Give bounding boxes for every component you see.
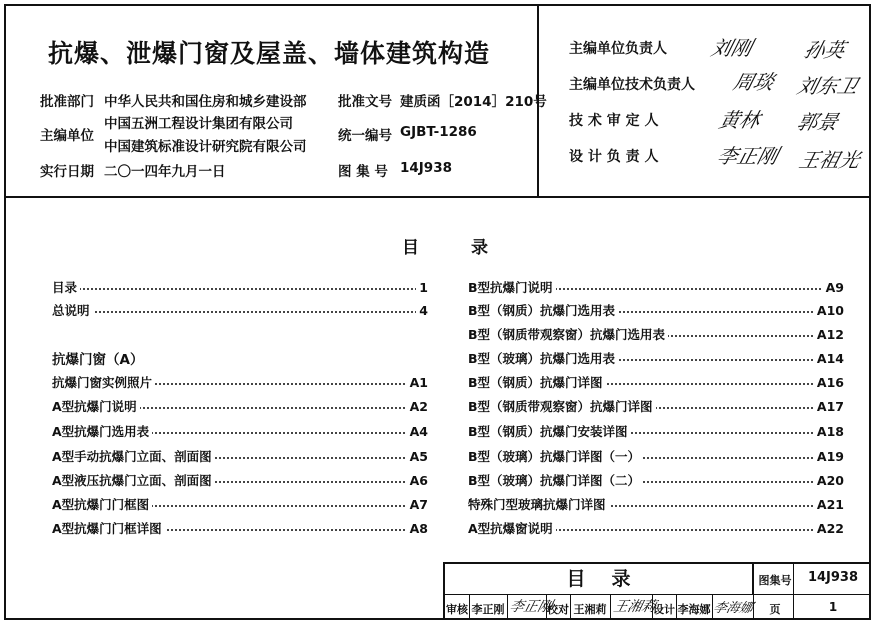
toc-entry[interactable]: 总说明 4 xyxy=(52,300,428,322)
toc-entry[interactable]: A型手动抗爆门立面、剖面图 A5 xyxy=(52,446,428,468)
review-label: 审核 xyxy=(446,603,468,616)
toc-entry[interactable]: B型（钢质）抗爆门选用表 A10 xyxy=(468,300,844,322)
toc-entry[interactable]: B型抗爆门说明 A9 xyxy=(468,277,844,299)
toc-entry[interactable]: B型（玻璃）抗爆门详图（二） A20 xyxy=(468,470,844,492)
check-label: 校对 xyxy=(547,603,569,616)
page-label: 页 xyxy=(769,603,781,616)
checker-signature: 王湘莉 xyxy=(611,599,658,615)
unified-no-label: 统一编号 xyxy=(338,128,392,144)
signature-label: 设 计 负 责 人 xyxy=(569,149,659,165)
reviewer-signature: 李正刚 xyxy=(507,599,554,615)
signature-label: 技 术 审 定 人 xyxy=(569,113,659,129)
toc-entry[interactable]: 目录 1 xyxy=(52,277,428,299)
atlas-no-label: 图集号 xyxy=(758,574,792,587)
effective-date: 二〇一四年九月一日 xyxy=(104,164,226,180)
title-block-divider xyxy=(753,564,754,620)
chief-unit-1: 中国五洲工程设计集团有限公司 xyxy=(104,116,293,132)
toc-entry[interactable]: A型抗爆门选用表 A4 xyxy=(52,421,428,443)
signature: 黄林 xyxy=(716,108,763,132)
page-value: 1 xyxy=(828,600,838,614)
toc-entry[interactable]: B型（钢质）抗爆门详图 A16 xyxy=(468,372,844,394)
approval-doc-label: 批准文号 xyxy=(338,94,392,110)
signature: 刘东卫 xyxy=(794,74,861,98)
signature: 刘刚 xyxy=(708,36,755,60)
toc-entry[interactable]: B型（玻璃）抗爆门详图（一） A19 xyxy=(468,446,844,468)
design-label: 设计 xyxy=(653,603,675,616)
toc-entry[interactable]: B型（钢质带观察窗）抗爆门详图 A17 xyxy=(468,396,844,418)
approval-doc: 建质函［2014］210号 xyxy=(400,94,547,110)
atlas-no: 14J938 xyxy=(400,160,452,176)
title-block-divider xyxy=(507,595,508,620)
designer-signature: 李海娜 xyxy=(711,601,755,616)
effective-date-label: 实行日期 xyxy=(40,164,94,180)
atlas-no-value: 14J938 xyxy=(807,570,859,585)
design-name: 李海娜 xyxy=(677,603,711,616)
chief-unit-label: 主编单位 xyxy=(40,128,94,144)
toc-entry[interactable]: A型液压抗爆门立面、剖面图 A6 xyxy=(52,470,428,492)
atlas-no-label: 图 集 号 xyxy=(338,164,388,180)
title-block-divider xyxy=(445,594,871,595)
title-block-divider xyxy=(610,595,611,620)
signature: 孙英 xyxy=(801,38,848,62)
chief-unit-2: 中国建筑标准设计研究院有限公司 xyxy=(104,139,307,155)
toc-entry[interactable]: A型抗爆门门框详图 A8 xyxy=(52,518,428,540)
title-block-title: 目录 xyxy=(445,564,753,594)
approval-dept: 中华人民共和国住房和城乡建设部 xyxy=(104,94,307,110)
signature: 郭景 xyxy=(794,110,841,134)
toc-entry[interactable]: 抗爆门窗实例照片 A1 xyxy=(52,372,428,394)
signature-label: 主编单位技术负责人 xyxy=(569,77,695,93)
toc-entry[interactable]: B型（玻璃）抗爆门选用表 A14 xyxy=(468,348,844,370)
unified-no: GJBT-1286 xyxy=(400,124,477,140)
signature: 王祖光 xyxy=(796,148,863,172)
toc-section-title: 抗爆门窗（A） xyxy=(52,352,144,368)
check-name: 王湘莉 xyxy=(573,603,607,616)
toc-entry[interactable]: A型抗爆窗说明 A22 xyxy=(468,518,844,540)
signature: 李正刚 xyxy=(714,144,781,168)
toc-entry[interactable]: B型（钢质）抗爆门安装详图 A18 xyxy=(468,421,844,443)
atlas-title: 抗爆、泄爆门窗及屋盖、墙体建筑构造 xyxy=(48,39,491,68)
signature-label: 主编单位负责人 xyxy=(569,41,667,57)
review-name: 李正刚 xyxy=(471,603,505,616)
toc-entry[interactable]: A型抗爆门说明 A2 xyxy=(52,396,428,418)
title-block-divider xyxy=(793,564,794,620)
toc-heading: 目录 xyxy=(402,238,540,258)
signature: 周琰 xyxy=(730,70,777,94)
toc-entry[interactable]: B型（钢质带观察窗）抗爆门选用表 A12 xyxy=(468,324,844,346)
approval-dept-label: 批准部门 xyxy=(40,94,94,110)
toc-entry[interactable]: A型抗爆门门框图 A7 xyxy=(52,494,428,516)
toc-entry[interactable]: 特殊门型玻璃抗爆门详图 A21 xyxy=(468,494,844,516)
